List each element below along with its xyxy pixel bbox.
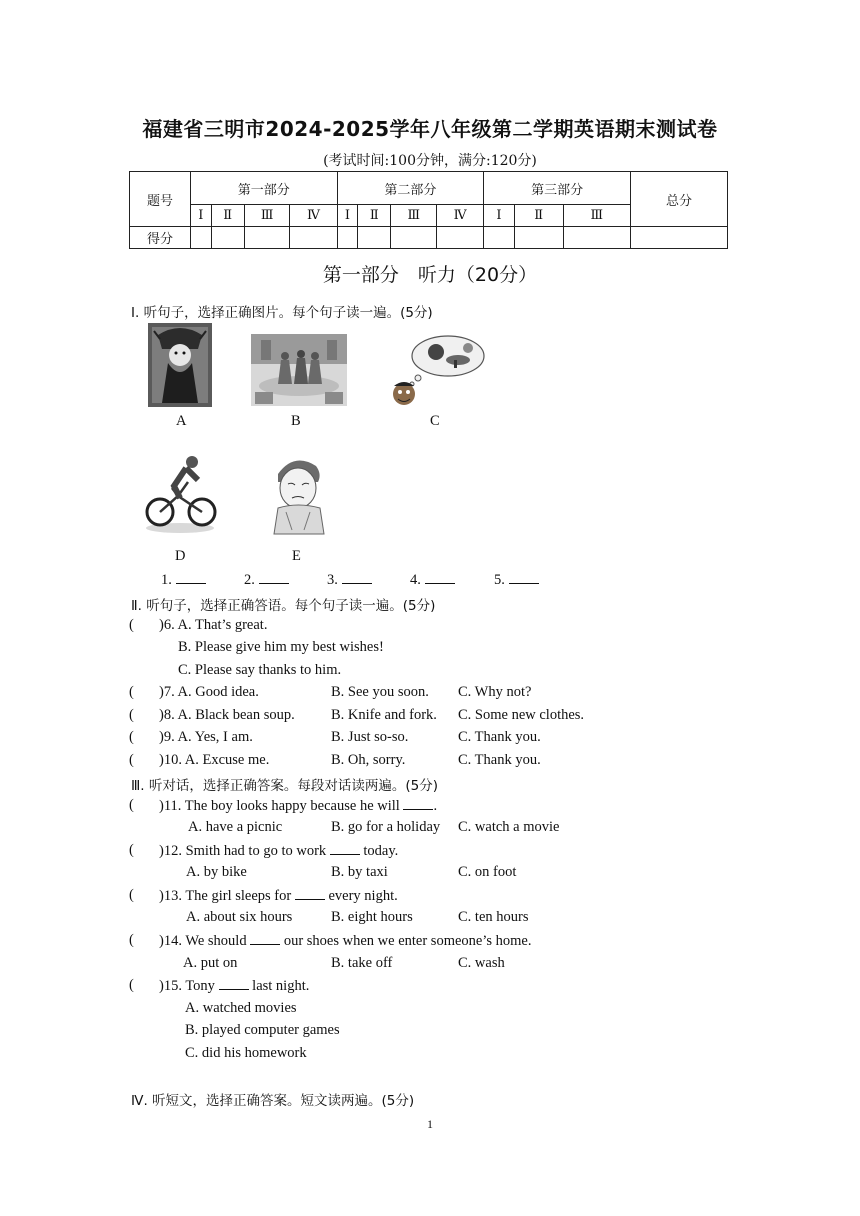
answer-paren[interactable]: ( [129, 932, 134, 948]
q12-option-c: C. on foot [458, 864, 517, 880]
answer-paren[interactable]: ( [129, 887, 134, 903]
question-blank [330, 842, 360, 855]
section4-heading: Ⅳ. 听短文，选择正确答案。短文读两遍。(5分) [131, 1093, 415, 1109]
picture-e-sad-boy [264, 452, 334, 536]
answer-paren[interactable]: ( [129, 842, 134, 858]
score-table [129, 171, 728, 249]
q6-option-c: C. Please say thanks to him. [178, 662, 342, 678]
answer-paren[interactable]: ( [129, 729, 134, 745]
answer-blank[interactable] [425, 571, 455, 584]
picture-c-boy-thinking-food [388, 334, 486, 410]
score-table-sub: Ⅱ [514, 205, 563, 227]
q8-option-a: )8. A. Black bean soup. [159, 707, 295, 723]
score-table-sub: Ⅰ [191, 205, 212, 227]
caption-c: C [430, 413, 440, 429]
score-cell[interactable] [484, 227, 514, 249]
score-cell-total[interactable] [631, 227, 728, 249]
score-table-sub: Ⅱ [211, 205, 244, 227]
q15-option-b: B. played computer games [185, 1022, 340, 1038]
answer-paren[interactable]: ( [129, 752, 134, 768]
q7-option-b: B. See you soon. [331, 684, 429, 700]
score-table-part2: 第二部分 [337, 172, 484, 205]
q13-option-c: C. ten hours [458, 909, 529, 925]
score-cell[interactable] [391, 227, 437, 249]
page-number: 1 [427, 1117, 433, 1131]
section1-heading: Ⅰ. 听句子，选择正确图片。每个句子读一遍。(5分) [131, 305, 433, 321]
q14-stem: )14. We should our shoes when we enter someone’s home. [159, 933, 532, 949]
answer-paren[interactable]: ( [129, 707, 134, 723]
score-table-sub: Ⅰ [484, 205, 514, 227]
section2-heading: Ⅱ. 听句子，选择正确答语。每个句子读一遍。(5分) [131, 598, 436, 614]
q15-option-c: C. did his homework [185, 1045, 307, 1061]
score-table-part3: 第三部分 [484, 172, 631, 205]
caption-e: E [292, 548, 301, 564]
score-table-total: 总分 [631, 172, 728, 227]
answer-blank[interactable] [342, 571, 372, 584]
score-table-sub: Ⅳ [290, 205, 337, 227]
picture-a-opera-performer [148, 323, 212, 407]
part-heading: 第一部分 听力（20分） [322, 264, 538, 286]
answer-paren[interactable]: ( [129, 797, 134, 813]
q15-option-a: A. watched movies [185, 1000, 297, 1016]
q12-option-a: A. by bike [186, 864, 247, 880]
q10-option-a: )10. A. Excuse me. [159, 752, 270, 768]
q13-option-b: B. eight hours [331, 909, 413, 925]
q8-option-c: C. Some new clothes. [458, 707, 585, 723]
caption-a: A [176, 413, 187, 429]
score-table-sub: Ⅱ [358, 205, 391, 227]
score-cell[interactable] [358, 227, 391, 249]
q13-option-a: A. about six hours [186, 909, 293, 925]
q9-option-a: )9. A. Yes, I am. [159, 729, 253, 745]
score-table-label-number: 题号 [130, 172, 191, 227]
score-cell[interactable] [563, 227, 630, 249]
q6-option-a: )6. A. That’s great. [159, 617, 268, 633]
score-cell[interactable] [337, 227, 358, 249]
q7-option-c: C. Why not? [458, 684, 532, 700]
q6-option-b: B. Please give him my best wishes! [178, 639, 384, 655]
exam-title: 福建省三明市2024-2025学年八年级第二学期英语期末测试卷 [142, 117, 718, 141]
q10-option-c: C. Thank you. [458, 752, 541, 768]
score-table-sub: Ⅲ [391, 205, 437, 227]
score-table-part1: 第一部分 [191, 172, 338, 205]
score-table-sub: Ⅰ [337, 205, 358, 227]
score-cell[interactable] [290, 227, 337, 249]
answer-blank[interactable] [176, 571, 206, 584]
q11-option-b: B. go for a holiday [331, 819, 441, 835]
q8-option-b: B. Knife and fork. [331, 707, 437, 723]
question-blank [295, 887, 325, 900]
q13-stem: )13. The girl sleeps for every night. [159, 888, 398, 904]
score-table-label-score: 得分 [130, 227, 191, 249]
score-cell[interactable] [514, 227, 563, 249]
section3-heading: Ⅲ. 听对话，选择正确答案。每段对话读两遍。(5分) [131, 778, 439, 794]
answer-2: 2. [244, 571, 289, 589]
answer-3: 3. [327, 571, 372, 589]
question-blank [403, 797, 433, 810]
answer-4: 4. [410, 571, 455, 589]
picture-d-cyclist [144, 452, 220, 536]
score-table-sub: Ⅲ [244, 205, 290, 227]
q7-option-a: )7. A. Good idea. [159, 684, 259, 700]
q9-option-c: C. Thank you. [458, 729, 541, 745]
answer-blank[interactable] [509, 571, 539, 584]
q10-option-b: B. Oh, sorry. [331, 752, 406, 768]
q14-option-a: A. put on [183, 955, 238, 971]
q14-option-c: C. wash [458, 955, 505, 971]
score-table-sub: Ⅳ [437, 205, 484, 227]
score-cell[interactable] [191, 227, 212, 249]
answer-paren[interactable]: ( [129, 617, 134, 633]
q12-stem: )12. Smith had to go to work today. [159, 843, 399, 859]
answer-paren[interactable]: ( [129, 977, 134, 993]
q12-option-b: B. by taxi [331, 864, 388, 880]
caption-b: B [291, 413, 301, 429]
q9-option-b: B. Just so-so. [331, 729, 409, 745]
score-cell[interactable] [211, 227, 244, 249]
q15-stem: )15. Tony last night. [159, 978, 310, 994]
question-blank [219, 977, 249, 990]
exam-subtitle: (考试时间:100分钟，满分:120分) [323, 153, 537, 169]
picture-b-stage-show [251, 334, 347, 406]
q14-option-b: B. take off [331, 955, 393, 971]
score-table-sub: Ⅲ [563, 205, 630, 227]
answer-1: 1. [161, 571, 206, 589]
question-blank [250, 932, 280, 945]
q11-option-c: C. watch a movie [458, 819, 560, 835]
q11-option-a: A. have a picnic [188, 819, 283, 835]
answer-5: 5. [494, 571, 539, 589]
score-cell[interactable] [244, 227, 290, 249]
q11-stem: )11. The boy looks happy because he will . [159, 798, 438, 814]
answer-blank[interactable] [259, 571, 289, 584]
answer-paren[interactable]: ( [129, 684, 134, 700]
score-cell[interactable] [437, 227, 484, 249]
caption-d: D [175, 548, 186, 564]
